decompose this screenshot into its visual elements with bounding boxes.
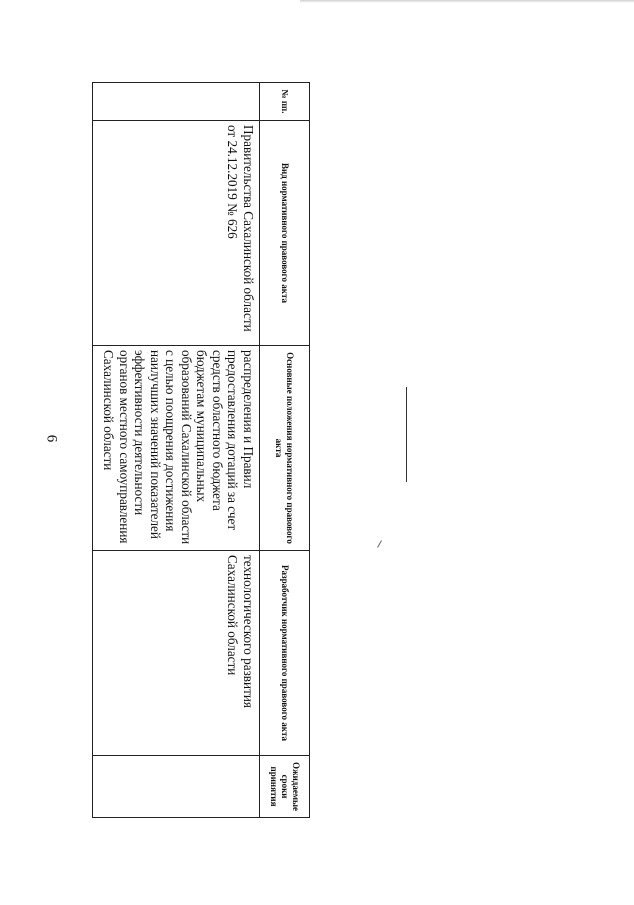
header-expected-terms: Ожидаемые сроки принятия [260,756,310,818]
scan-top-edge [300,0,634,3]
table-header-row [260,83,310,818]
cell-developer: технологического развития Сахалинской области [93,551,260,756]
cell-num [93,83,260,121]
cell-expected-terms [93,756,260,818]
page-number: 6 [43,434,60,443]
header-act-type: Вид нормативного правового акта [260,121,310,346]
header-main-provisions: Основные положения нормативного правового акта [260,346,310,551]
table-container [92,82,310,817]
table-row [93,83,260,818]
header-num: № пп. [260,83,310,121]
rotated-table-frame [92,82,310,817]
cell-act-type: Правительства Сахалинской области от 24.12.2019 № 626 [93,121,260,346]
header-developer: Разработчик нормативного правового акта [260,551,310,756]
separator-line [406,387,407,482]
cell-main-provisions: распределения и Правил предоставления дотаций за счет средств областного бюджета бюджетам муниципальных образований Сахалинской области с целью поощрения достижения наилучших значений показателей эффективности деятельности органов местного самоуправления Сахалинской области [93,346,260,551]
normative-acts-table [92,82,310,818]
scan-mark [377,540,382,547]
